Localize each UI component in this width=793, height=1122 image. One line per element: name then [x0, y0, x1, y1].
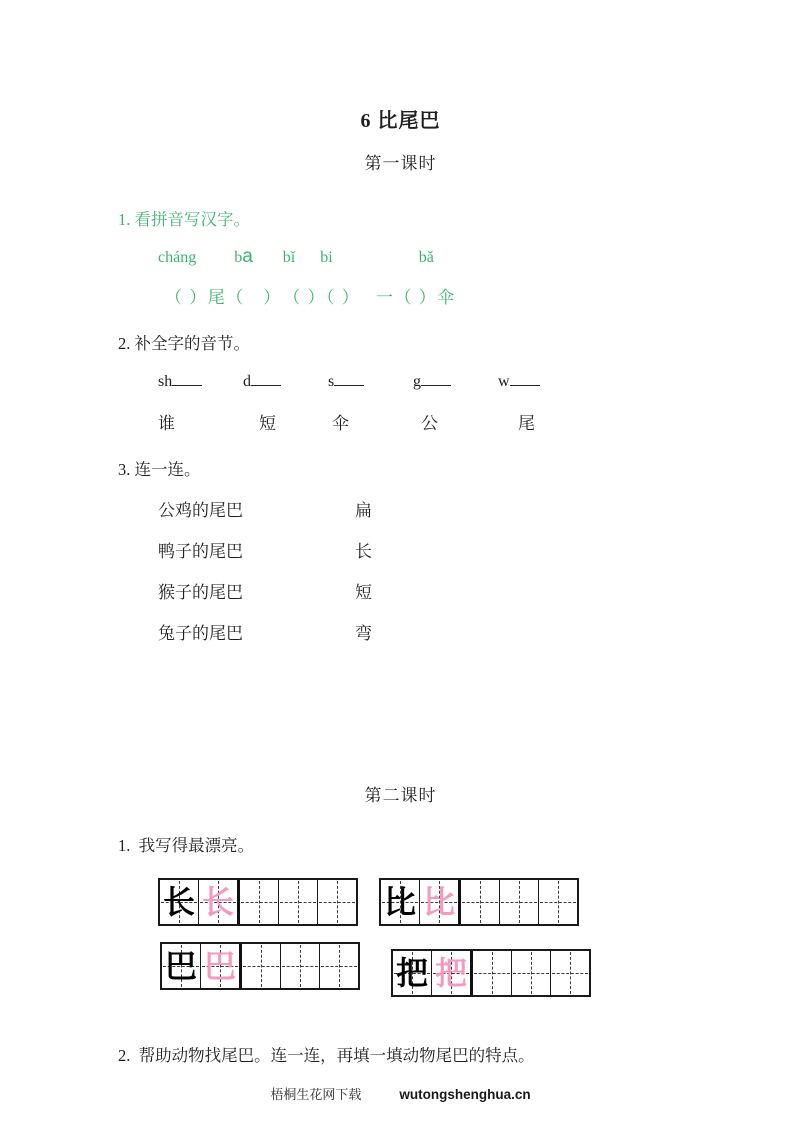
grid-cell-empty — [281, 944, 320, 988]
session1-title: 第一课时 — [364, 154, 437, 173]
syllable-blank — [421, 372, 451, 386]
match-row — [158, 578, 683, 602]
match-right-label: 短 — [355, 583, 372, 602]
grid-cell-trace — [199, 880, 240, 924]
match-right-label: 弯 — [355, 624, 372, 643]
syllable-row — [158, 372, 683, 434]
syllable-onset — [413, 372, 498, 391]
syllable-char: 短 — [259, 414, 276, 433]
model-character: 长 — [162, 884, 195, 920]
syllable-char: 伞 — [332, 414, 349, 433]
pinyin-item: bǐ — [282, 249, 296, 266]
syllable-column — [158, 372, 243, 434]
pinyin-onset: b — [234, 249, 243, 266]
writing-grid — [158, 878, 358, 926]
pinyin-item — [234, 246, 253, 268]
footer-site-url: wutongshenghua.cn — [399, 1087, 531, 1102]
grid-cell-empty — [318, 880, 356, 924]
pinyin-row — [118, 246, 683, 268]
syllable-onset — [328, 372, 413, 391]
match-left-label: 公鸡的尾巴 — [158, 501, 243, 520]
grid-cell-trace — [420, 880, 461, 924]
syllable-char: 公 — [421, 414, 438, 433]
grid-cell-empty — [473, 951, 512, 995]
onset-text: g — [413, 373, 421, 390]
grid-cell-empty — [512, 951, 551, 995]
grid-cell-empty — [240, 880, 279, 924]
grid-cell-model — [160, 880, 199, 924]
onset-text: w — [498, 373, 510, 390]
onset-text: sh — [158, 373, 173, 390]
trace-character: 比 — [422, 884, 455, 920]
syllable-blank — [334, 372, 364, 386]
grid-cell-empty — [320, 944, 358, 988]
grid-cell-empty — [461, 880, 500, 924]
model-character: 把 — [395, 955, 428, 991]
grid-cell-trace — [201, 944, 242, 988]
writing-grid — [160, 942, 360, 990]
syllable-column — [498, 372, 583, 434]
grid-cell-empty — [279, 880, 318, 924]
grid-cell-model — [393, 951, 432, 995]
match-row — [158, 496, 683, 520]
trace-character: 把 — [434, 955, 467, 991]
writing-grid — [391, 949, 591, 997]
onset-text: s — [328, 373, 335, 390]
match-row — [158, 619, 683, 643]
footer — [118, 1084, 683, 1103]
syllable-blank — [510, 372, 540, 386]
trace-character: 长 — [201, 884, 234, 920]
grid-cell-empty — [242, 944, 281, 988]
writing-grid-row — [158, 878, 683, 926]
syllable-onset — [243, 372, 328, 391]
pinyin-item: bǎ — [418, 249, 434, 266]
syllable-column — [413, 372, 498, 434]
session2-title: 第二课时 — [364, 786, 437, 805]
grid-cell-model — [162, 944, 201, 988]
grid-cell-trace — [432, 951, 473, 995]
match-left-label: 猴子的尾巴 — [158, 583, 243, 602]
pinyin-big-letter: a — [242, 246, 253, 267]
match-right-label: 扁 — [355, 501, 372, 520]
answer-blanks-line: （ ）尾（ ） （ ）（ ） 一（ ）伞 — [165, 288, 456, 307]
writing-grid-row — [160, 942, 683, 990]
match-right-label: 长 — [355, 542, 372, 561]
lesson-title: 6 比尾巴 — [360, 110, 441, 132]
match-pairs — [118, 496, 683, 643]
pinyin-item: bi — [320, 249, 333, 266]
match-row — [158, 537, 683, 561]
writing-grid — [379, 878, 579, 926]
syllable-column — [328, 372, 413, 434]
match-left-label: 鸭子的尾巴 — [158, 542, 243, 561]
pinyin-item: cháng — [158, 249, 197, 266]
part2-q2-heading: 2. 帮助动物找尾巴。连一连，再填一填动物尾巴的特点。 — [118, 1046, 535, 1065]
grid-cell-empty — [500, 880, 539, 924]
trace-character: 巴 — [203, 948, 236, 984]
syllable-onset — [498, 372, 583, 391]
model-character: 比 — [383, 884, 416, 920]
model-character: 巴 — [164, 948, 197, 984]
syllable-blank — [251, 372, 281, 386]
section2-heading: 2. 补全字的音节。 — [118, 334, 250, 353]
grid-cell-empty — [539, 880, 577, 924]
footer-site-name: 梧桐生花网下载 — [270, 1087, 362, 1102]
onset-text: d — [243, 373, 251, 390]
syllable-char: 谁 — [158, 414, 175, 433]
syllable-blank — [172, 372, 202, 386]
grid-cell-model — [381, 880, 420, 924]
syllable-onset — [158, 372, 243, 391]
syllable-char: 尾 — [518, 414, 535, 433]
section1-heading: 1. 看拼音写汉字。 — [118, 210, 250, 229]
match-left-label: 兔子的尾巴 — [158, 624, 243, 643]
syllable-column — [243, 372, 328, 434]
grid-cell-empty — [551, 951, 589, 995]
section3-heading: 3. 连一连。 — [118, 460, 201, 479]
part2-q1-heading: 1. 我写得最漂亮。 — [118, 836, 255, 855]
